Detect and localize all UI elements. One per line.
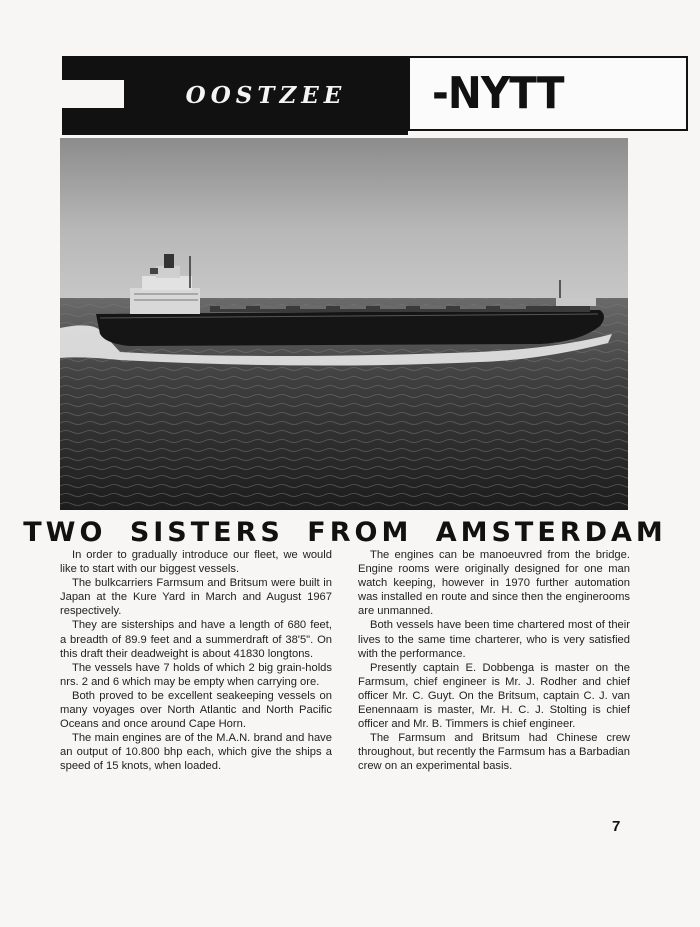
article-headline: TWO SISTERS FROM AMSTERDAM xyxy=(23,516,667,548)
paragraph: Presently captain E. Dobbenga is master on the Farmsum, chief engineer is Mr. J. Rodher and chief officer Mr. C. Guyt. On the Britsum, captain C. J. van Eenennaam is master, Mr. H. C. J. Stolting is chief officer and Mr. B. Timmers is chief engineer. xyxy=(358,661,630,731)
paragraph: Both vessels have been time chartered most of their lives to the same time charterer, who is very satisfied with the performance. xyxy=(358,619,630,660)
paragraph: In order to gradually introduce our fleet, we would like to start with our biggest vessels. xyxy=(60,549,332,576)
paragraph: The bulkcarriers Farmsum and Britsum were built in Japan at the Kure Yard in March and August 1967 respectively. xyxy=(60,577,332,618)
article-column-right xyxy=(358,548,630,774)
paragraph: Both proved to be excellent seakeeping vessels on many voyages over North Atlantic and North Pacific Oceans and once around Cape Horn. xyxy=(60,689,332,731)
paragraph: The vessels have 7 holds of which 2 big grain-holds nrs. 2 and 6 which may be empty when carrying ore. xyxy=(60,661,332,688)
page-number: 7 xyxy=(612,818,621,835)
masthead-stripe xyxy=(62,56,124,80)
masthead-black-panel xyxy=(124,56,408,135)
ship-photo xyxy=(60,138,628,510)
paragraph: The engines can be manoeuvred from the bridge. Engine rooms were originally designed for one man watch keeping, however in 1970 further automation was installed en route and since then the enginerooms are unmanned. xyxy=(358,549,630,618)
paragraph: They are sisterships and have a length of 680 feet, a breadth of 89.9 feet and a summerdraft of 38'5". On this draft their deadweight is about 41830 longtons. xyxy=(60,619,332,660)
article-column-left xyxy=(60,548,332,774)
masthead-right-title: -NYTT xyxy=(432,68,564,119)
masthead-stripe xyxy=(62,108,124,135)
masthead xyxy=(62,56,630,135)
paragraph: The Farmsum and Britsum had Chinese crew throughout, but recently the Farmsum has a Barbadian crew on an experimental basis. xyxy=(358,732,630,773)
ship-photo-svg xyxy=(60,138,628,510)
paragraph: The main engines are of the M.A.N. brand and have an output of 10.800 bhp each, which give the ships a speed of 15 knots, when loaded. xyxy=(60,732,332,773)
masthead-left-title: OOSTZEE xyxy=(185,82,347,109)
masthead-white-panel xyxy=(408,56,688,131)
